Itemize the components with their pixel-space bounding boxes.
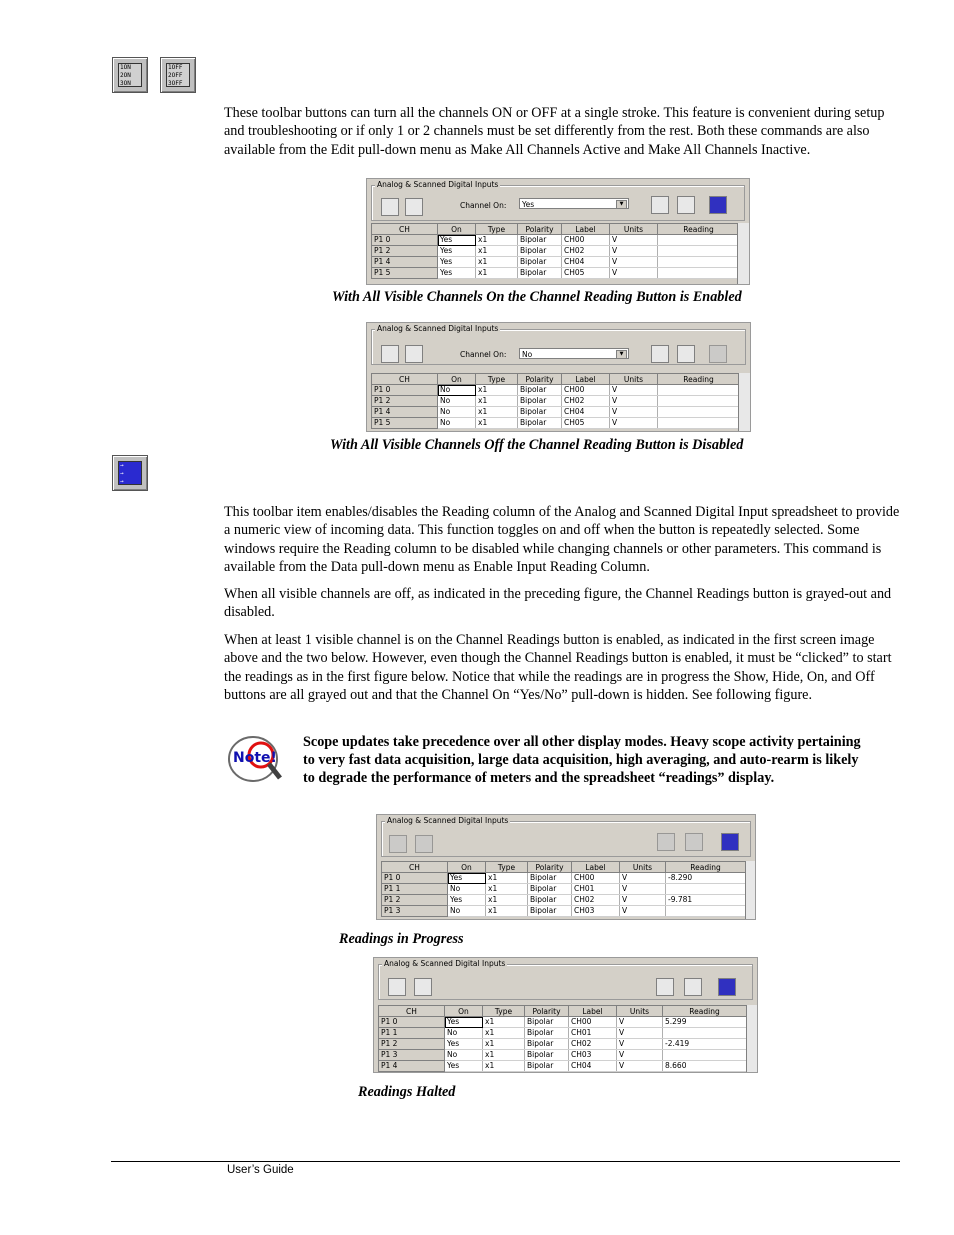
show-hide-icon[interactable] [405,198,423,216]
vertical-scrollbar[interactable] [737,223,749,285]
cell[interactable]: V [617,1028,663,1039]
table-row[interactable] [382,895,746,906]
cell: P1 3 [379,1050,445,1061]
all-on-button[interactable] [651,345,669,363]
all-off-button[interactable] [677,345,695,363]
channel-table [371,373,740,429]
all-on-button[interactable] [656,978,674,996]
all-on-button[interactable] [651,196,669,214]
paragraph-all-off: When all visible channels are off, as indicated in the preceding figure, the Channel Readings button is grayed-out and disabled. [224,586,892,621]
cell: P1 4 [372,407,438,418]
col-header[interactable]: Reading [666,862,746,873]
spreadsheet-icon[interactable] [381,345,399,363]
cell[interactable]: Yes [445,1061,483,1072]
col-header[interactable]: Type [476,374,518,385]
channel-table [378,1005,747,1072]
cell: P1 5 [372,418,438,429]
col-header[interactable]: On [445,1006,483,1017]
table-row[interactable] [372,396,740,407]
table-row[interactable] [379,1039,747,1050]
cell[interactable]: No [438,407,476,418]
channel-table [371,223,740,279]
channel-reading-icon [112,455,148,491]
note-magnifier-icon [228,733,284,789]
screenshot-all-off [366,322,751,432]
cell: P1 1 [382,884,448,895]
cell[interactable]: x1 [476,257,518,268]
cell[interactable]: CH00 [572,873,620,884]
channel-on-value: Yes [522,200,535,209]
cell[interactable]: V [617,1039,663,1050]
cell[interactable]: V [610,246,658,257]
cell[interactable]: Bipolar [528,895,572,906]
cell[interactable]: Bipolar [518,385,562,396]
cell[interactable]: Bipolar [525,1050,569,1061]
cell[interactable]: CH05 [562,268,610,279]
cell[interactable]: V [610,396,658,407]
cell[interactable]: Bipolar [518,418,562,429]
cell[interactable]: Bipolar [525,1028,569,1039]
show-hide-icon[interactable] [414,978,432,996]
cell[interactable]: Yes [448,873,486,884]
cell[interactable]: CH01 [569,1028,617,1039]
cell[interactable]: Yes [438,235,476,246]
table-row[interactable] [382,873,746,884]
col-header[interactable]: Label [562,374,610,385]
col-header[interactable]: Type [483,1006,525,1017]
cell [658,396,740,407]
icon-line: → [120,470,124,477]
vertical-scrollbar[interactable] [746,1005,758,1073]
paragraph-reading-column: This toolbar item enables/disables the Reading column of the Analog and Scanned Digital Input spreadsheet to provide a numeric view of incoming data. This function toggles on and off when the button is repeatedly selected. Some windows require the Reading column to be disabled while changing channels or other parameters. This command is available from the Data pull-down menu as Enable Input Reading Column. [224,504,900,575]
cell[interactable]: V [610,407,658,418]
cell[interactable]: x1 [486,906,528,917]
table-header-row [379,1006,747,1017]
cell [658,407,740,418]
cell: P1 4 [372,257,438,268]
cell: P1 0 [379,1017,445,1028]
col-header[interactable]: Type [486,862,528,873]
note-icon-text: Note! [233,750,277,766]
cell [658,268,740,279]
paragraph-at-least-one: When at least 1 visible channel is on the Channel Readings button is enabled, as indicated in the first screen image above and the two below. However, even though the Channel Readings button is enabled, it must be “clicked” to start the readings as in the first figure below. Notice that while the readings are in progress the Show, Hide, On, and Off buttons are all grayed out and that the Channel On “Yes/No” pull-down is hidden. See following figure. [224,632,892,703]
cell[interactable]: CH04 [569,1061,617,1072]
icon-line: → [120,478,124,485]
cell[interactable]: No [438,418,476,429]
cell[interactable]: x1 [483,1039,525,1050]
caption-fig3: Readings in Progress [339,931,464,947]
table-row[interactable] [382,906,746,917]
cell [658,257,740,268]
cell[interactable]: Bipolar [525,1039,569,1050]
channel-reading-button[interactable] [718,978,736,996]
cell[interactable]: CH03 [572,906,620,917]
col-header[interactable]: Polarity [518,374,562,385]
all-off-button[interactable] [684,978,702,996]
col-header[interactable]: CH [382,862,448,873]
col-header[interactable]: Reading [663,1006,747,1017]
cell[interactable]: Yes [448,895,486,906]
vertical-scrollbar[interactable] [745,861,756,920]
table-row[interactable] [379,1017,747,1028]
table-row[interactable] [372,235,740,246]
cell[interactable]: CH02 [562,396,610,407]
table-row[interactable] [372,407,740,418]
cell[interactable]: CH02 [569,1039,617,1050]
channel-on-label: Channel On: [460,350,507,359]
cell [663,1050,747,1061]
group-title: Analog & Scanned Digital Inputs [377,180,499,189]
channel-on-value: No [522,350,533,359]
icon-line: 1ON [120,64,131,71]
cell[interactable]: CH04 [562,257,610,268]
cell: P1 4 [379,1061,445,1072]
cell[interactable]: x1 [476,246,518,257]
cell[interactable]: V [620,873,666,884]
caption-fig1: With All Visible Channels On the Channel Reading Button is Enabled [332,289,742,305]
channel-reading-button-disabled [709,345,727,363]
icon-line: 2OFF [168,72,183,79]
cell [666,884,746,895]
table-row[interactable] [372,385,740,396]
cell [658,235,740,246]
cell: 5.299 [663,1017,747,1028]
cell[interactable]: Yes [438,268,476,279]
cell[interactable]: x1 [483,1017,525,1028]
show-hide-icon-disabled [415,835,433,853]
col-header[interactable]: Reading [658,224,740,235]
cell[interactable]: x1 [483,1061,525,1072]
caption-fig2: With All Visible Channels Off the Channel Reading Button is Disabled [330,437,744,453]
col-header[interactable]: Units [620,862,666,873]
cell[interactable]: x1 [483,1028,525,1039]
cell[interactable]: CH00 [569,1017,617,1028]
cell: P1 2 [379,1039,445,1050]
cell[interactable]: V [610,418,658,429]
all-channels-on-icon [112,57,148,93]
all-off-button[interactable] [677,196,695,214]
show-hide-icon[interactable] [405,345,423,363]
col-header[interactable]: Units [610,224,658,235]
cell[interactable]: No [445,1028,483,1039]
table-header-row [372,374,740,385]
cell[interactable]: V [617,1050,663,1061]
cell[interactable]: x1 [476,385,518,396]
cell[interactable]: x1 [486,884,528,895]
cell[interactable]: CH03 [569,1050,617,1061]
cell[interactable]: V [610,235,658,246]
footer-divider [111,1161,900,1162]
col-header[interactable]: Polarity [528,862,572,873]
cell[interactable]: x1 [486,895,528,906]
col-header[interactable]: On [438,374,476,385]
col-header[interactable]: Units [610,374,658,385]
cell[interactable]: Bipolar [518,235,562,246]
table-row[interactable] [379,1061,747,1072]
col-header[interactable]: On [448,862,486,873]
cell[interactable]: Bipolar [518,407,562,418]
col-header[interactable]: CH [372,374,438,385]
col-header[interactable]: Label [572,862,620,873]
spreadsheet-icon[interactable] [381,198,399,216]
cell: P1 2 [382,895,448,906]
cell[interactable]: x1 [476,268,518,279]
cell[interactable]: CH00 [562,385,610,396]
cell [663,1028,747,1039]
cell: P1 2 [372,396,438,407]
col-header[interactable]: Label [569,1006,617,1017]
table-row[interactable] [372,246,740,257]
cell[interactable]: Bipolar [518,396,562,407]
all-on-icon-face [118,63,142,87]
channel-on-label: Channel On: [460,201,507,210]
cell[interactable]: No [448,906,486,917]
cell: P1 2 [372,246,438,257]
cell[interactable]: V [617,1017,663,1028]
all-channels-off-icon [160,57,196,93]
icon-line: 1OFF [168,64,183,71]
cell[interactable]: No [438,396,476,407]
table-row[interactable] [379,1050,747,1061]
cell [666,906,746,917]
cell[interactable]: Bipolar [525,1017,569,1028]
cell[interactable]: x1 [483,1050,525,1061]
spreadsheet-icon-disabled [389,835,407,853]
cell[interactable]: x1 [476,418,518,429]
cell [658,246,740,257]
table-row[interactable] [372,418,740,429]
cell: P1 0 [372,385,438,396]
cell[interactable]: CH00 [562,235,610,246]
screenshot-readings-in-progress [376,814,756,920]
cell[interactable]: x1 [476,396,518,407]
cell[interactable]: V [610,257,658,268]
cell: P1 5 [372,268,438,279]
cell: -9.781 [666,895,746,906]
cell: 8.660 [663,1061,747,1072]
channel-table [381,861,746,917]
cell: P1 0 [382,873,448,884]
col-header[interactable]: Polarity [525,1006,569,1017]
cell[interactable]: Yes [438,246,476,257]
col-header[interactable]: Label [562,224,610,235]
group-title: Analog & Scanned Digital Inputs [387,816,509,825]
col-header[interactable]: On [438,224,476,235]
note-text: Scope updates take precedence over all other display modes. Heavy scope activity pertaining to very fast data acquisition, large data acquisition, high averaging, and auto-rearm is likely to degrade the performance of meters and the spreadsheet “readings” display. [303,734,861,786]
cell[interactable]: CH05 [562,418,610,429]
cell[interactable]: No [448,884,486,895]
table-row[interactable] [379,1028,747,1039]
icon-line: 3ON [120,80,131,87]
cell: P1 3 [382,906,448,917]
cell[interactable]: Bipolar [528,884,572,895]
cell[interactable]: V [620,906,666,917]
cell[interactable]: Bipolar [518,257,562,268]
all-off-icon-face [166,63,190,87]
spreadsheet-icon[interactable] [388,978,406,996]
cell[interactable]: x1 [476,235,518,246]
cell[interactable]: Bipolar [518,246,562,257]
cell[interactable]: Yes [445,1017,483,1028]
group-title: Analog & Scanned Digital Inputs [384,959,506,968]
cell: -2.419 [663,1039,747,1050]
footer-text: User’s Guide [227,1164,294,1176]
channel-on-select[interactable] [519,198,629,209]
cell[interactable]: V [620,884,666,895]
cell [658,385,740,396]
table-row[interactable] [372,257,740,268]
dropdown-arrow-icon: ▼ [616,200,627,209]
all-on-button-disabled [657,833,675,851]
cell: P1 1 [379,1028,445,1039]
vertical-scrollbar[interactable] [738,373,750,432]
table-header-row [382,862,746,873]
cell[interactable]: No [438,385,476,396]
cell[interactable]: V [617,1061,663,1072]
screenshot-readings-halted [373,957,758,1073]
icon-line: → [120,462,124,469]
channel-reading-button[interactable] [709,196,727,214]
dropdown-arrow-icon: ▼ [616,350,627,359]
table-row[interactable] [382,884,746,895]
col-header[interactable]: Reading [658,374,740,385]
cell: -8.290 [666,873,746,884]
cell[interactable]: Bipolar [528,906,572,917]
cell[interactable]: Yes [438,257,476,268]
paragraph-toolbar-on-off: These toolbar buttons can turn all the channels ON or OFF at a single stroke. This feature is convenient during setup and troubleshooting or if only 1 or 2 channels must be set differently from the rest. Both these commands are also available from the Edit pull-down menu as Make All Channels Active and Make All Channels Inactive. [224,105,885,158]
cell[interactable]: CH04 [562,407,610,418]
cell[interactable]: CH02 [562,246,610,257]
cell[interactable]: Bipolar [528,873,572,884]
cell[interactable]: x1 [486,873,528,884]
cell[interactable]: No [445,1050,483,1061]
cell[interactable]: V [610,385,658,396]
cell: P1 0 [372,235,438,246]
cell[interactable]: V [620,895,666,906]
table-header-row [372,224,740,235]
channel-reading-icon-face [118,461,142,485]
table-row[interactable] [372,268,740,279]
col-header[interactable]: CH [372,224,438,235]
cell[interactable]: CH02 [572,895,620,906]
col-header[interactable]: Units [617,1006,663,1017]
cell[interactable]: CH01 [572,884,620,895]
channel-reading-button[interactable] [721,833,739,851]
channel-on-select[interactable] [519,348,629,359]
cell[interactable]: Bipolar [525,1061,569,1072]
cell [658,418,740,429]
group-title: Analog & Scanned Digital Inputs [377,324,499,333]
cell[interactable]: Yes [445,1039,483,1050]
cell[interactable]: V [610,268,658,279]
all-off-button-disabled [685,833,703,851]
icon-line: 3OFF [168,80,183,87]
icon-line: 2ON [120,72,131,79]
col-header[interactable]: CH [379,1006,445,1017]
cell[interactable]: Bipolar [518,268,562,279]
col-header[interactable]: Polarity [518,224,562,235]
screenshot-all-on [366,178,750,285]
cell[interactable]: x1 [476,407,518,418]
caption-fig4: Readings Halted [358,1084,456,1100]
col-header[interactable]: Type [476,224,518,235]
